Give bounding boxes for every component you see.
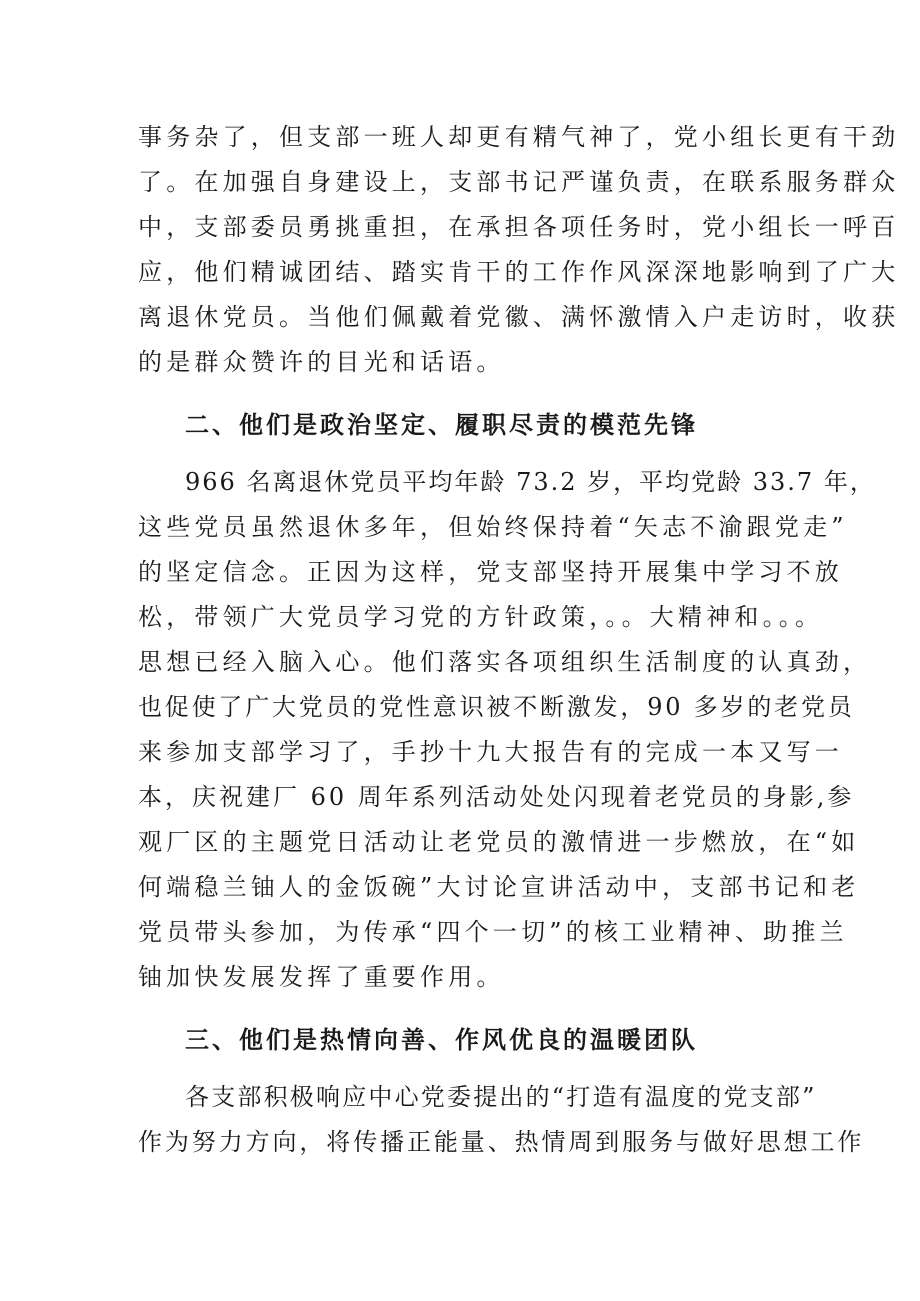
- paragraph-line: 应，他们精诚团结、踏实肯干的工作作风深深地影响到了广大: [138, 258, 900, 286]
- section-heading: 二、他们是政治坚定、履职尽责的模范先锋: [185, 411, 698, 439]
- paragraph-line: 来参加支部学习了，手抄十九大报告有的完成一本又写一: [138, 738, 843, 766]
- paragraph-line: 的坚定信念。正因为这样，党支部坚持开展集中学习不放: [138, 558, 843, 586]
- paragraph-line: 的是群众赞许的目光和话语。: [138, 348, 505, 376]
- paragraph-line: 铀加快发展发挥了重要作用。: [138, 963, 505, 991]
- paragraph-line: 中，支部委员勇挑重担，在承担各项任务时，党小组长一呼百: [138, 213, 900, 241]
- paragraph-line: 观厂区的主题党日活动让老党员的激情进一步燃放，在“如: [138, 828, 860, 856]
- paragraph-line: 离退休党员。当他们佩戴着党徽、满怀激情入户走访时，收获: [138, 303, 900, 331]
- paragraph-line: 思想已经入脑入心。他们落实各项组织生活制度的认真劲，: [138, 648, 872, 676]
- paragraph-line: 松，带领广大党员学习党的方针政策，。。大精神和。。。: [138, 603, 824, 631]
- paragraph-line: 本，庆祝建厂 60 周年系列活动处处闪现着老党员的身影,参: [138, 783, 855, 811]
- paragraph-line: 这些党员虽然退休多年，但始终保持着“矢志不渝跟党走”: [138, 513, 848, 541]
- paragraph-line: 党员带头参加，为传承“四个一切”的核工业精神、助推兰: [138, 918, 848, 946]
- paragraph-line: 966 名离退休党员平均年龄 73.2 岁，平均党龄 33.7 年，: [185, 468, 876, 496]
- paragraph-line: 作为努力方向，将传播正能量、热情周到服务与做好思想工作: [138, 1128, 865, 1156]
- paragraph-line: 各支部积极响应中心党委提出的“打造有温度的党支部”: [185, 1083, 817, 1111]
- paragraph-line: 了。在加强自身建设上，支部书记严谨负责，在联系服务群众: [138, 168, 900, 196]
- paragraph-line: 事务杂了，但支部一班人却更有精气神了，党小组长更有干劲: [138, 123, 900, 151]
- section-heading: 三、他们是热情向善、作风优良的温暖团队: [185, 1026, 698, 1054]
- paragraph-line: 何端稳兰铀人的金饭碗”大讨论宣讲活动中，支部书记和老: [138, 873, 860, 901]
- paragraph-line: 也促使了广大党员的党性意识被不断激发，90 多岁的老党员: [138, 693, 855, 721]
